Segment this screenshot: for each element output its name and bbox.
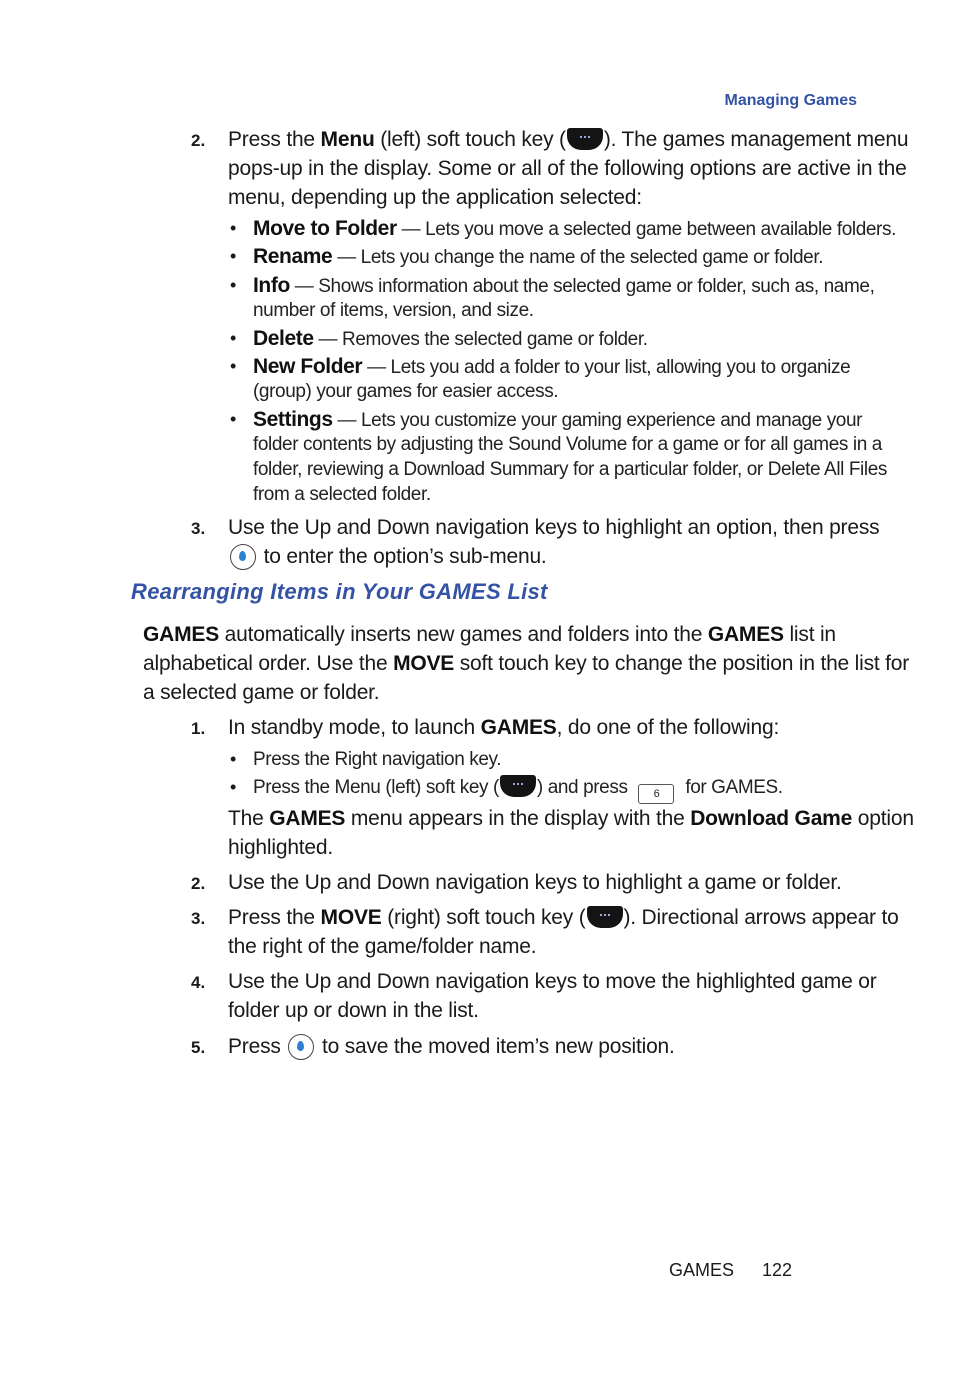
ok-key-icon — [230, 544, 256, 570]
option-3-line-1: Info — Shows information about the selected game or folder, such as, name, — [253, 274, 875, 297]
step-number: 2. — [191, 874, 206, 893]
step-1-note-line-2: highlighted. — [228, 836, 334, 859]
bullet: • — [230, 409, 237, 429]
ok-key-icon — [288, 1034, 314, 1060]
bullet: • — [230, 356, 237, 376]
step-3b-line-2: the right of the game/folder name. — [228, 935, 537, 958]
bullet: • — [230, 246, 237, 266]
step-5-line: Press to save the moved item’s new position. — [228, 1035, 675, 1058]
step-number: 2. — [191, 131, 206, 150]
option-5-line-1: New Folder — Lets you add a folder to your list, allowing you to organize — [253, 355, 851, 378]
page-number: 122 — [762, 1260, 793, 1280]
bullet-menu-key: Press the Menu (left) soft key ( ) and press 6 for GAMES. — [253, 775, 783, 804]
option-6-line-3: folder, reviewing a Download Summary for a particular folder, or Delete All Files — [253, 459, 887, 480]
step-4-line-2: folder up or down in the list. — [228, 999, 479, 1022]
option-3-line-2: number of items, version, and size. — [253, 300, 534, 321]
option-2-line-1: Rename — Lets you change the name of the selected game or folder. — [253, 245, 824, 268]
step-2-line-2: pops-up in the display. Some or all of the following options are active in the — [228, 157, 907, 180]
step-3b-line-1: Press the MOVE (right) soft touch key ( ). Directional arrows appear to — [228, 906, 899, 929]
step-number: 4. — [191, 973, 206, 992]
step-number: 5. — [191, 1038, 206, 1057]
running-header: Managing Games — [724, 92, 857, 109]
left-soft-key-icon — [567, 128, 603, 150]
left-soft-key-icon — [500, 775, 536, 797]
section-title: Rearranging Items in Your GAMES List — [131, 579, 548, 604]
option-6-line-4: from a selected folder. — [253, 484, 431, 505]
step-3-line-2: to enter the option’s sub-menu. — [228, 542, 547, 571]
step-2-line-1: Press the Menu (left) soft touch key ( ). The games management menu — [228, 128, 909, 151]
bullet: • — [230, 328, 237, 348]
step-2-line: Use the Up and Down navigation keys to highlight a game or folder. — [228, 871, 842, 894]
key-6-icon: 6 — [638, 784, 674, 804]
option-4-line-1: Delete — Removes the selected game or folder. — [253, 327, 648, 350]
step-3-line-1: Use the Up and Down navigation keys to highlight an option, then press — [228, 516, 880, 539]
footer-section: GAMES — [669, 1260, 735, 1280]
intro-line-3: a selected game or folder. — [143, 681, 380, 704]
step-1-line: In standby mode, to launch GAMES, do one of the following: — [228, 716, 780, 739]
step-2-line-3: menu, depending up the application selected: — [228, 186, 642, 209]
intro-line-2: alphabetical order. Use the MOVE soft touch key to change the position in the list for — [143, 652, 910, 675]
bullet: • — [230, 749, 237, 769]
step-1-note-line-1: The GAMES menu appears in the display with the Download Game option — [228, 807, 914, 830]
step-number: 3. — [191, 909, 206, 928]
option-1-line-1: Move to Folder — Lets you move a selected game between available folders. — [253, 217, 896, 240]
intro-line-1: GAMES automatically inserts new games and folders into the GAMES list in — [143, 623, 836, 646]
bullet: • — [230, 218, 237, 238]
option-6-line-1: Settings — Lets you customize your gaming experience and manage your — [253, 408, 863, 431]
bullet-right-nav: Press the Right navigation key. — [253, 749, 502, 770]
right-soft-key-icon — [587, 906, 623, 928]
bullet: • — [230, 777, 237, 797]
bullet: • — [230, 275, 237, 295]
option-5-line-2: (group) your games for easier access. — [253, 381, 559, 402]
step-number: 1. — [191, 719, 206, 738]
step-number: 3. — [191, 519, 206, 538]
step-4-line-1: Use the Up and Down navigation keys to move the highlighted game or — [228, 970, 877, 993]
option-6-line-2: folder contents by adjusting the Sound Volume for a game or for all games in a — [253, 434, 882, 455]
